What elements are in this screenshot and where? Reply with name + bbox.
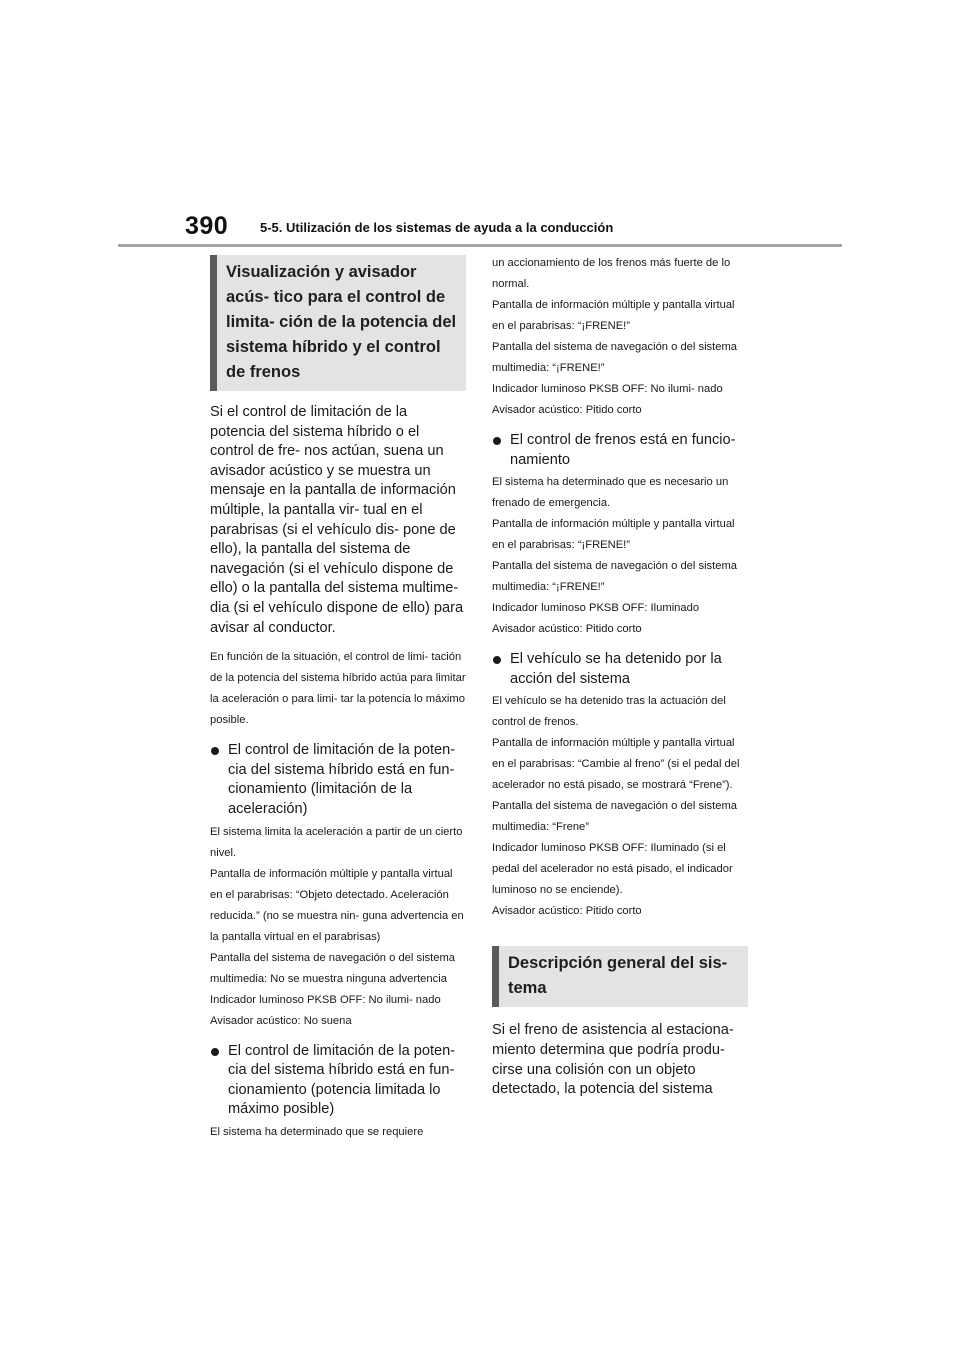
detail-line: Avisador acústico: No suena: [210, 1014, 352, 1027]
detail-line: Indicador luminoso PKSB OFF: Iluminado: [492, 602, 700, 615]
note-paragraph: En función de la situación, el control de limi- tación de la potencia del sistema híbrido actúa para limitar la aceleración o para limi- tar la potencia lo máximo posible.: [210, 651, 466, 727]
detail-line: Pantalla del sistema de navegación o del sistema multimedia: No se muestra ninguna advertencia: [210, 951, 456, 985]
bullet-dot-icon: [211, 1048, 219, 1056]
right-column: [492, 253, 748, 1109]
bullet-acceleration-limit: [210, 741, 466, 819]
bullet-dot-icon: [211, 747, 219, 755]
detail-line: Avisador acústico: Pitido corto: [492, 404, 642, 416]
detail-line: Pantalla de información múltiple y pantalla virtual en el parabrisas: “Objeto detectado. Aceleración reducida.” (no se muestra nin- guna advertencia en la pantalla virtual en el parabrisas): [210, 867, 464, 943]
detail-line: Indicador luminoso PKSB OFF: No ilumi- nado: [492, 383, 723, 395]
section-title: 5-5. Utilización de los sistemas de ayuda a la conducción: [260, 220, 614, 235]
detail-line: Pantalla de información múltiple y pantalla virtual en el parabrisas: “Cambie al freno” (si el pedal del acelerador no está pisado, se mostrará “Frene”).: [492, 737, 740, 792]
detail-line: Pantalla de información múltiple y pantalla virtual en el parabrisas: “¡FRENE!”: [492, 299, 735, 332]
detail-line: Pantalla del sistema de navegación o del sistema multimedia: “Frene”: [492, 800, 738, 834]
left-column: [210, 255, 466, 1143]
overview-paragraph: Si el freno de asistencia al estaciona- miento determina que podría produ- cirse una colisión con un objeto detectado, la potencia del sistema: [492, 1022, 734, 1098]
bullet-brake-control: [492, 431, 748, 470]
bullet-title: El control de limitación de la poten- cia del sistema híbrido está en fun- cionamiento (potencia limitada lo máximo posible): [228, 1042, 456, 1118]
bullet-dot-icon: [493, 437, 501, 445]
detail-line: Pantalla del sistema de navegación o del sistema multimedia: “¡FRENE!”: [492, 560, 738, 594]
bullet-title: El control de frenos está en funcio- namiento: [510, 432, 736, 468]
intro-paragraph: Si el control de limitación de la potencia del sistema híbrido o el control de fre- nos actúan, suena un avisador acústico y se muestra un mensaje en la pantalla de información múltiple, la pantalla vir- tual en el parabrisas (si el vehículo dis- pone de ello), la pantalla del sistema de navegación (si el vehículo dispone de ello) o la pantalla del sistema multime- dia (si el vehículo dispone de ello) para avisar al conductor.: [210, 404, 464, 636]
section-heading-overview: Descripción general del sis- tema: [492, 946, 748, 1007]
detail-line: El sistema ha determinado que es necesario un frenado de emergencia.: [492, 476, 729, 510]
detail-line: Avisador acústico: Pitido corto: [492, 905, 642, 918]
section-heading: Visualización y avisador acús- tico para el control de limita- ción de la potencia del sistema híbrido y el control de frenos: [210, 255, 466, 391]
bullet-power-limit: [210, 1042, 466, 1120]
detail-line: El sistema ha determinado que se requiere: [210, 1125, 424, 1138]
bullet-title: El vehículo se ha detenido por la acción del sistema: [510, 651, 722, 687]
detail-line: un accionamiento de los frenos más fuerte de lo normal.: [492, 257, 731, 290]
page-number: 390: [185, 212, 229, 240]
detail-line: Avisador acústico: Pitido corto: [492, 623, 642, 636]
detail-line: El vehículo se ha detenido tras la actuación del control de frenos.: [492, 695, 726, 729]
detail-line: El sistema limita la aceleración a partir de un cierto nivel.: [210, 825, 463, 859]
bullet-vehicle-stopped: [492, 650, 748, 689]
detail-line: Indicador luminoso PKSB OFF: No ilumi- nado: [210, 993, 441, 1006]
detail-line: Pantalla de información múltiple y pantalla virtual en el parabrisas: “¡FRENE!”: [492, 518, 735, 552]
header-rule: [118, 244, 842, 247]
bullet-title: El control de limitación de la poten- cia del sistema híbrido está en fun- cionamiento (limitación de la aceleración): [228, 742, 456, 817]
detail-line: Indicador luminoso PKSB OFF: Iluminado (si el pedal del acelerador no está pisado, el indicador luminoso no se enciende).: [492, 842, 733, 897]
bullet-dot-icon: [493, 656, 501, 664]
detail-line: Pantalla del sistema de navegación o del sistema multimedia: “¡FRENE!”: [492, 341, 738, 374]
